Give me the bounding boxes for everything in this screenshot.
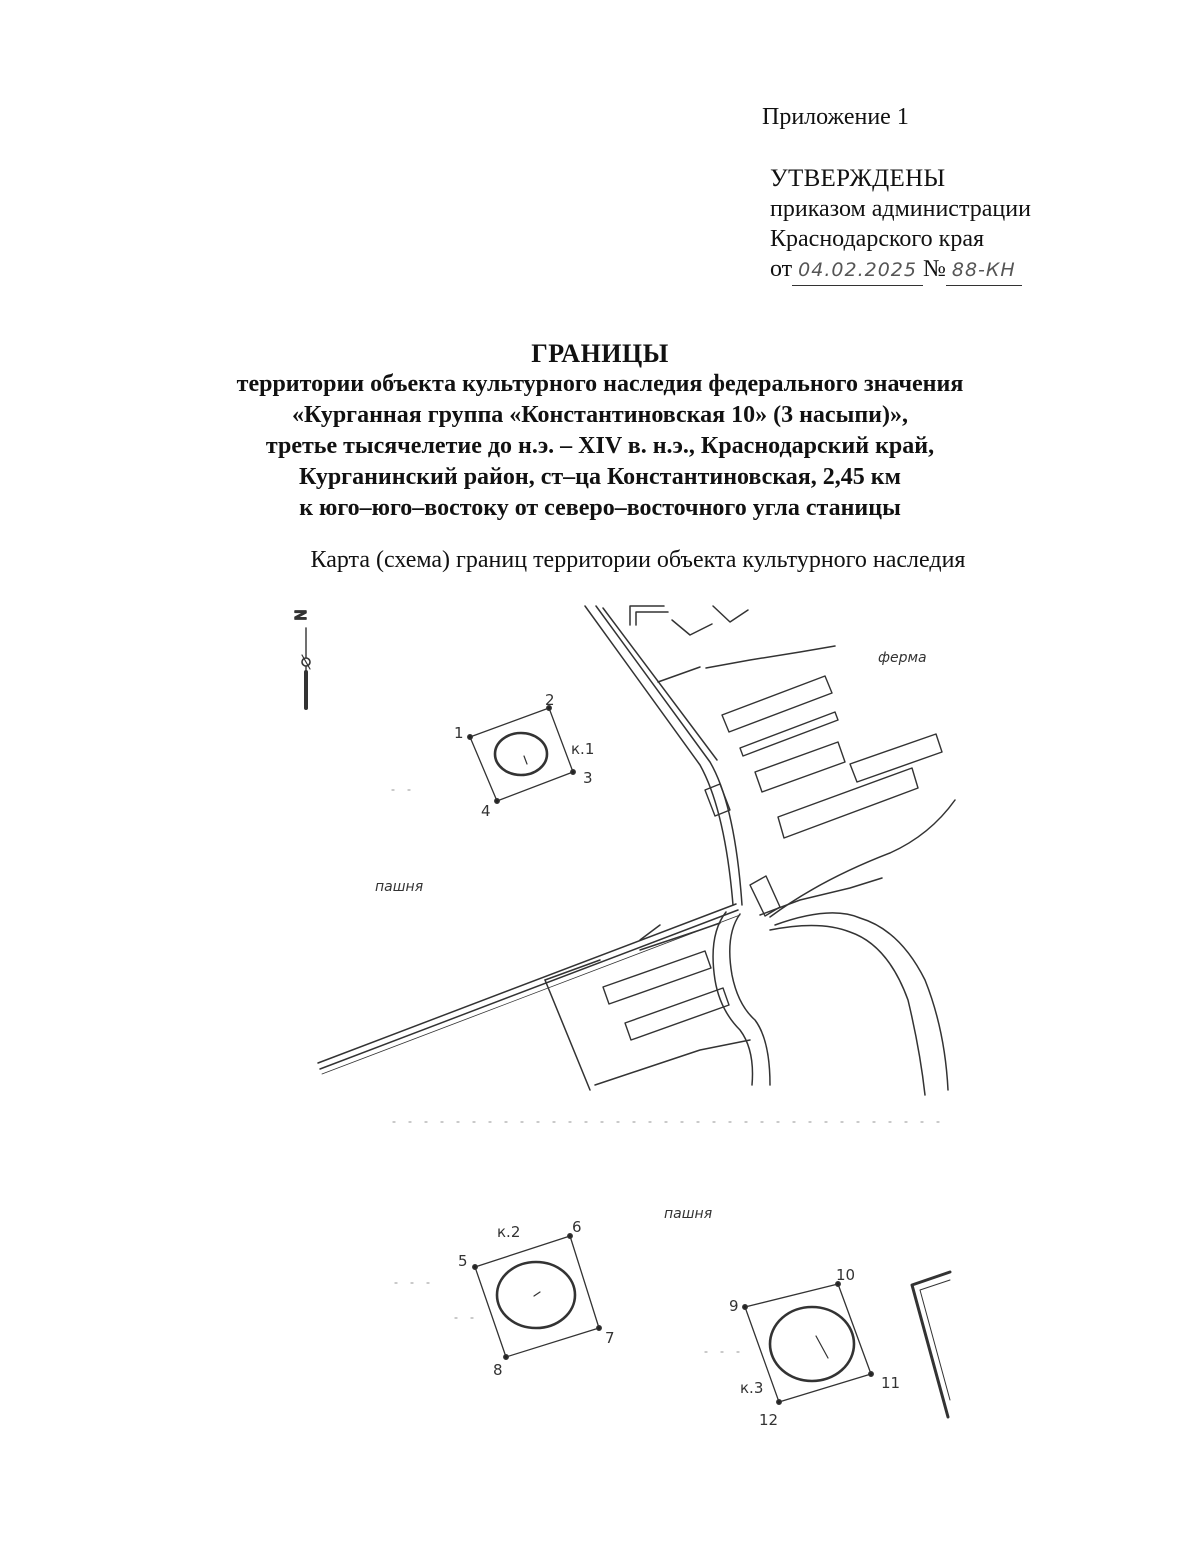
mound-2-label: к.2 bbox=[497, 1223, 521, 1241]
mound-3-label: к.3 bbox=[740, 1379, 764, 1397]
farm-area bbox=[630, 606, 955, 1095]
field-label-1: пашня bbox=[375, 879, 424, 895]
point-4: 4 bbox=[481, 802, 491, 820]
title-line-5: к юго–юго–востоку от северо–восточного угла станицы bbox=[299, 495, 901, 521]
mound-1-label: к.1 bbox=[571, 740, 595, 758]
date-value: 04.02.2025 bbox=[798, 259, 917, 281]
north-arrow-icon bbox=[302, 628, 310, 708]
field-label-2: пашня bbox=[664, 1206, 713, 1222]
point-2: 2 bbox=[545, 691, 555, 709]
point-12: 12 bbox=[759, 1411, 779, 1429]
road-corner bbox=[912, 1272, 950, 1417]
road-south bbox=[545, 912, 770, 1090]
point-10: 10 bbox=[836, 1266, 856, 1284]
farm-buildings bbox=[603, 676, 942, 1040]
number-prefix: № bbox=[922, 256, 946, 282]
mound-2 bbox=[473, 1234, 601, 1359]
approved-line-1: приказом администрации bbox=[770, 196, 1031, 222]
farm-label: ферма bbox=[878, 650, 927, 666]
point-7: 7 bbox=[605, 1329, 615, 1347]
point-9: 9 bbox=[729, 1297, 739, 1315]
approved-title: УТВЕРЖДЕНЫ bbox=[770, 165, 946, 192]
map-subtitle: Карта (схема) границ территории объекта культурного наследия bbox=[310, 547, 966, 573]
title-main: ГРАНИЦЫ bbox=[531, 339, 669, 368]
date-prefix: от bbox=[770, 256, 793, 282]
title-line-3: третье тысячелетие до н.э. – XIV в. н.э., Краснодарский край, bbox=[265, 433, 935, 459]
title-line-4: Курганинский район, ст–ца Константиновская, 2,45 км bbox=[299, 464, 901, 490]
point-11: 11 bbox=[881, 1374, 901, 1392]
point-8: 8 bbox=[493, 1361, 503, 1379]
mound-1 bbox=[468, 706, 575, 803]
north-label: N bbox=[292, 609, 310, 621]
approved-line-2: Краснодарского края bbox=[770, 226, 985, 252]
appendix-label: Приложение 1 bbox=[762, 104, 909, 130]
point-3: 3 bbox=[583, 769, 593, 787]
road-main bbox=[318, 904, 740, 1074]
number-value: 88-КН bbox=[951, 259, 1016, 281]
title-line-2: «Курганная группа «Константиновская 10» (3 насыпи)», bbox=[292, 402, 908, 428]
point-6: 6 bbox=[572, 1218, 582, 1236]
point-1: 1 bbox=[454, 724, 464, 742]
point-5: 5 bbox=[458, 1252, 468, 1270]
road-north bbox=[585, 606, 742, 905]
title-line-1: территории объекта культурного наследия федерального значения bbox=[236, 371, 964, 397]
